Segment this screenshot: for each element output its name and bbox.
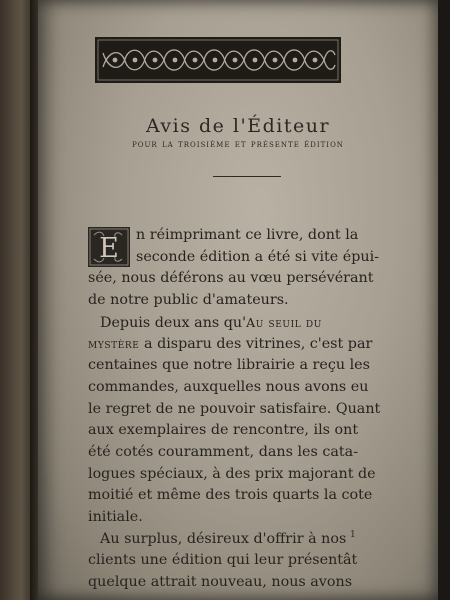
- ornamental-headpiece: [95, 37, 341, 83]
- text-line: le regret de ne pouvoir satisfaire. Quant: [88, 400, 381, 417]
- text-line: sée, nous déférons au vœu persévérant: [88, 270, 374, 287]
- drop-cap: [88, 227, 130, 267]
- page-title: Avis de l'Éditeur: [145, 115, 331, 137]
- text-line: seconde édition a été si vite épui-: [136, 248, 379, 265]
- text-line: commandes, auxquelles nous avons eu: [88, 378, 369, 395]
- text-line: Depuis deux ans qu'Au seuil du: [100, 314, 322, 331]
- book-title-reference: Au seuil du: [246, 314, 322, 330]
- title-rule: [213, 176, 281, 177]
- text-line: centaines que notre librairie a reçu les: [88, 357, 370, 374]
- text-line: clients une édition qui leur présentât: [88, 552, 358, 569]
- text-line: aux exemplaires de rencontre, ils ont: [88, 422, 359, 439]
- body-text: [88, 225, 390, 594]
- text-line: quelque attrait nouveau, nous avons: [88, 574, 353, 590]
- text-line: moitié et même des trois quarts la cote: [88, 487, 373, 504]
- svg-text:E: E: [99, 233, 119, 264]
- right-background: [438, 0, 450, 600]
- page-number: 1: [350, 530, 356, 540]
- text-line: initiale.: [88, 508, 143, 525]
- text-line: de notre public d'amateurs.: [88, 292, 289, 309]
- text-line: mystère a disparu des vitrines, c'est par: [88, 336, 373, 353]
- text-line: logues spéciaux, à des prix majorant de: [88, 465, 376, 482]
- book-title-reference: mystère: [88, 336, 140, 352]
- text-line: Au surplus, désireux d'offrir à nos: [100, 530, 347, 547]
- text-line: n réimprimant ce livre, dont la: [136, 227, 359, 243]
- page-subtitle: pour la troisième et présente édition: [132, 138, 344, 150]
- book-page: [38, 0, 438, 600]
- text-line: été cotés couramment, dans les cata-: [88, 443, 359, 460]
